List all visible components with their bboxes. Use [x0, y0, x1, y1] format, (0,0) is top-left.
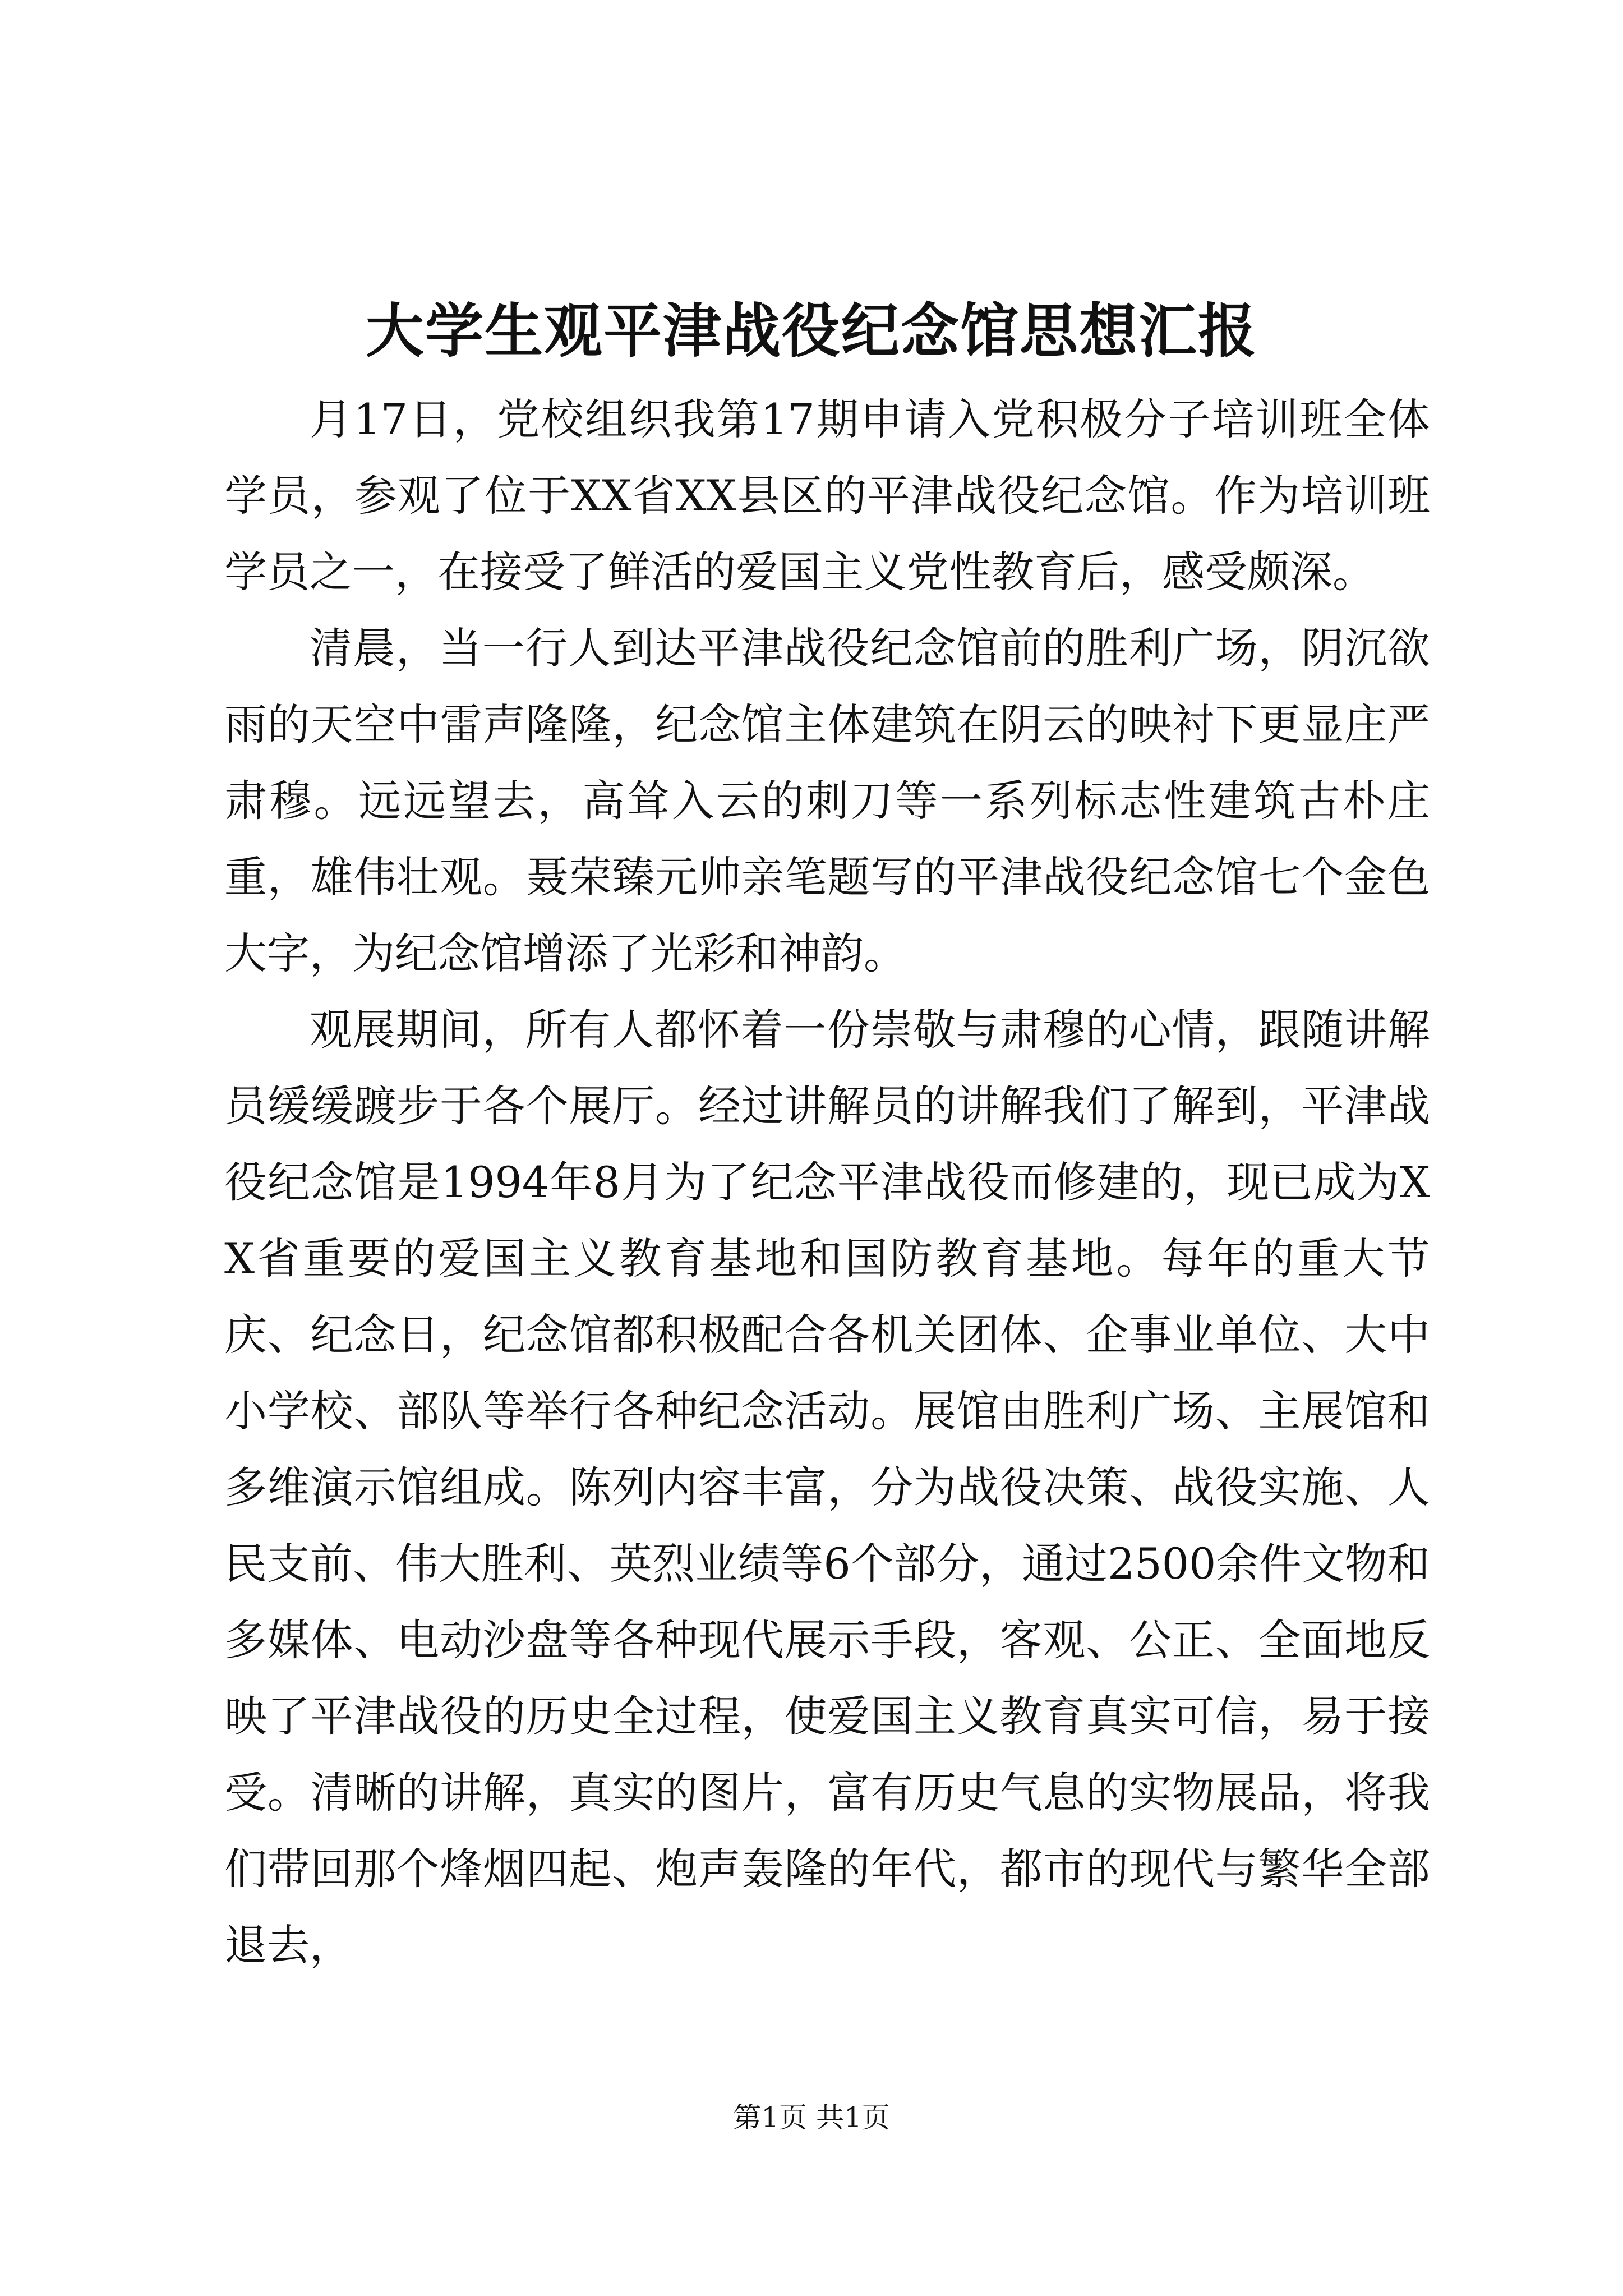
document-body: [224, 381, 1430, 1984]
paragraph-3: 观展期间，所有人都怀着一份崇敬与肃穆的心情，跟随讲解员缓缓踱步于各个展厅。经过讲解员的讲解我们了解到，平津战役纪念馆是1994年8月为了纪念平津战役而修建的，现已成为XX省重要的爱国主义教育基地和国防教育基地。每年的重大节庆、纪念日，纪念馆都积极配合各机关团体、企事业单位、大中小学校、部队等举行各种纪念活动。展馆由胜利广场、主展馆和多维演示馆组成。陈列内容丰富，分为战役决策、战役实施、人民支前、伟大胜利、英烈业绩等6个部分，通过2500余件文物和多媒体、电动沙盘等各种现代展示手段，客观、公正、全面地反映了平津战役的历史全过程，使爱国主义教育真实可信，易于接受。清晰的讲解，真实的图片，富有历史气息的实物展品，将我们带回那个烽烟四起、炮声轰隆的年代，都市的现代与繁华全部退去，: [224, 1005, 1430, 1970]
page-footer: 第1页 共1页: [733, 2101, 890, 2134]
document-title: 大学生观平津战役纪念馆思想汇报: [365, 296, 1257, 365]
paragraph-2: 清晨，当一行人到达平津战役纪念馆前的胜利广场，阴沉欲雨的天空中雷声隆隆，纪念馆主体建筑在阴云的映衬下更显庄严肃穆。远远望去，高耸入云的刺刀等一系列标志性建筑古朴庄重，雄伟壮观。聂荣臻元帅亲笔题写的平津战役纪念馆七个金色大字，为纪念馆增添了光彩和神韵。: [224, 623, 1430, 978]
paragraph-1: 月17日，党校组织我第17期申请入党积极分子培训班全体学员，参观了位于XX省XX县区的平津战役纪念馆。作为培训班学员之一，在接受了鲜活的爱国主义党性教育后，感受颇深。: [224, 394, 1430, 597]
